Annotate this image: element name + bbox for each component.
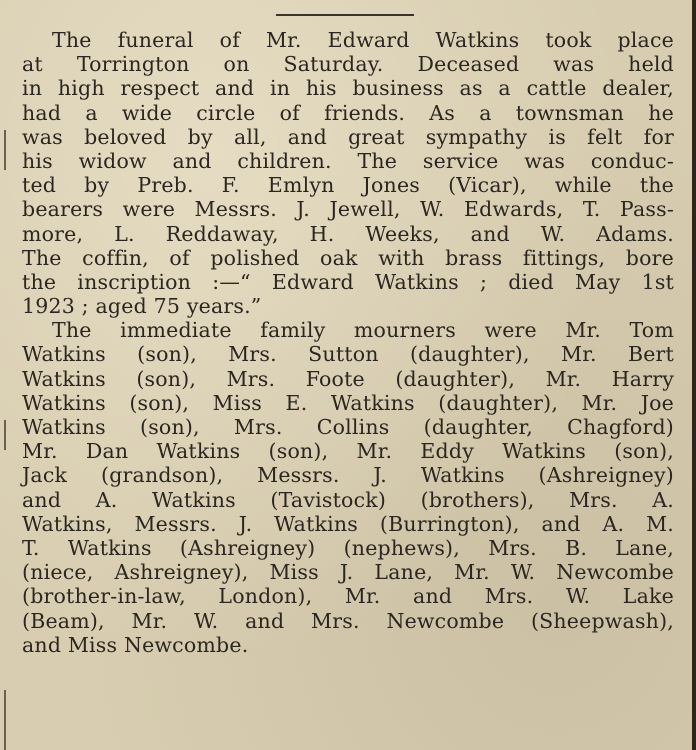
text-line: ted by Preb. F. Emlyn Jones (Vicar), while the — [22, 173, 674, 198]
text-line: was beloved by all, and great sympathy is felt for — [22, 124, 674, 149]
text-line: and Miss Newcombe. — [22, 632, 249, 657]
text-line: Watkins (son), Miss E. Watkins (daughter), Mr. Joe — [22, 390, 674, 415]
text-line: (brother-in-law, London), Mr. and Mrs. W. Lake — [22, 584, 674, 609]
text-line: more, L. Reddaway, H. Weeks, and W. Adams. — [22, 221, 674, 246]
page-crease — [4, 420, 6, 450]
funeral-notice-article — [22, 28, 674, 657]
text-line: Watkins (son), Mrs. Sutton (daughter), Mr. Bert — [22, 342, 674, 367]
text-line: Watkins, Messrs. J. Watkins (Burrington), and A. M. — [22, 511, 674, 536]
text-line: Watkins (son), Mrs. Collins (daughter, Chagford) — [22, 415, 674, 439]
text-line: Jack (grandson), Messrs. J. Watkins (Ashreigney) — [22, 463, 674, 488]
paragraph-mourners — [22, 318, 674, 657]
text-line: bearers were Messrs. J. Jewell, W. Edwards, T. Pass- — [22, 197, 674, 222]
text-line: The funeral of Mr. Edward Watkins took place — [52, 28, 674, 52]
text-line: and A. Watkins (Tavistock) (brothers), Mrs. A. — [22, 487, 674, 512]
text-line: Mr. Dan Watkins (son), Mr. Eddy Watkins (son), — [22, 439, 674, 464]
text-line: (Beam), Mr. W. and Mrs. Newcombe (Sheepwash), — [22, 608, 674, 633]
text-line: The coffin, of polished oak with brass fittings, bore — [22, 245, 674, 270]
text-line: The immediate family mourners were Mr. Tom — [52, 318, 674, 343]
text-line: 1923 ; aged 75 years.” — [22, 294, 262, 319]
text-line: at Torrington on Saturday. Deceased was held — [22, 52, 674, 77]
column-rule — [276, 14, 414, 16]
page-crease — [4, 690, 6, 750]
column-border — [692, 0, 696, 750]
page-crease — [4, 130, 6, 170]
paragraph-funeral — [22, 28, 674, 318]
text-line: (niece, Ashreigney), Miss J. Lane, Mr. W. Newcombe — [22, 560, 674, 585]
text-line: in high respect and in his business as a cattle dealer, — [22, 76, 674, 101]
text-line: his widow and children. The service was conduc- — [22, 148, 674, 173]
text-line: had a wide circle of friends. As a townsman he — [22, 100, 674, 125]
text-line: Watkins (son), Mrs. Foote (daughter), Mr. Harry — [22, 366, 674, 391]
text-line: T. Watkins (Ashreigney) (nephews), Mrs. B. Lane, — [22, 535, 674, 560]
text-line: the inscription :—“ Edward Watkins ; died May 1st — [22, 269, 674, 294]
